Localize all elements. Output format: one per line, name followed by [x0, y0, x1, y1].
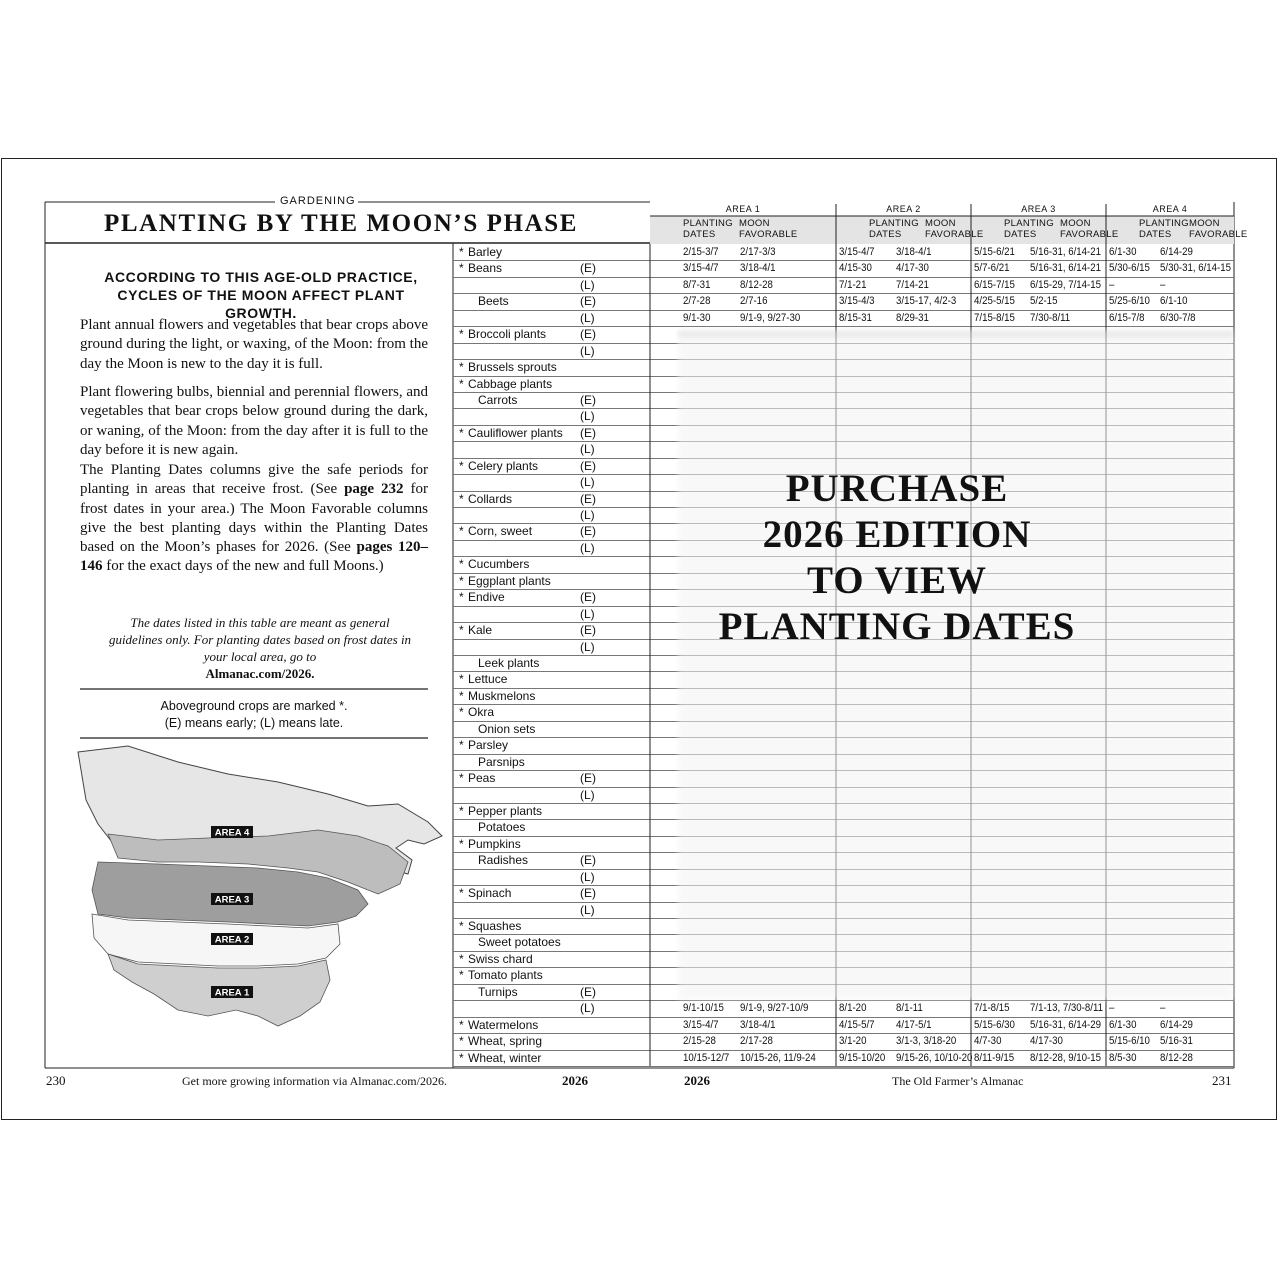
- moon-favorable-cell: 5/16-31: [1160, 1035, 1193, 1048]
- planting-dates-cell: 10/15-12/7: [683, 1051, 730, 1064]
- moon-favorable-cell: 9/1-9, 9/27-30: [740, 311, 801, 324]
- planting-dates-cell: 6/15-7/15: [974, 278, 1015, 291]
- crop-label: Beets: [478, 294, 509, 309]
- crop-label: Onion sets: [478, 721, 536, 736]
- note-url: Almanac.com/2026.: [205, 666, 315, 681]
- page-title: PLANTING BY THE MOON’S PHASE: [104, 210, 579, 237]
- aboveground-marker: *: [459, 771, 464, 786]
- moon-favorable-cell: 6/1-10: [1160, 295, 1188, 308]
- link-page-232: page 232: [344, 481, 404, 498]
- season-marker: (E): [580, 623, 596, 638]
- moon-favorable-cell: 3/18-4/1: [740, 1018, 776, 1031]
- overlay-line-4: PLANTING DATES: [718, 605, 1076, 648]
- right-footer-year: 2026: [684, 1073, 710, 1088]
- map-label-area-4: AREA 4: [214, 827, 250, 839]
- crop-label: Turnips: [478, 984, 518, 999]
- planting-dates-cell: 9/15-10/20: [839, 1051, 886, 1064]
- moon-favorable-cell: 6/14-29: [1160, 1018, 1193, 1031]
- planting-dates-cell: 4/15-5/7: [839, 1018, 875, 1031]
- planting-dates-cell: 5/15-6/30: [974, 1018, 1015, 1031]
- col-header-moon-line-2: FAVORABLE: [925, 229, 984, 240]
- aboveground-marker: *: [459, 524, 464, 539]
- season-marker: (L): [580, 409, 595, 424]
- crop-label: Lettuce: [468, 672, 508, 687]
- col-header-planting-line-1: PLANTING: [1139, 218, 1189, 229]
- season-marker: (E): [580, 984, 596, 999]
- aboveground-marker: *: [459, 360, 464, 375]
- aboveground-marker: *: [459, 245, 464, 259]
- planting-dates-cell: 7/1-8/15: [974, 1002, 1010, 1015]
- moon-favorable-cell: 3/18-4/1: [740, 262, 776, 275]
- season-marker: (L): [580, 442, 595, 457]
- col-header-moon-line-1: MOON: [1189, 218, 1220, 229]
- aboveground-marker: *: [459, 491, 464, 506]
- moon-favorable-cell: 3/15-17, 4/2-3: [896, 295, 957, 308]
- planting-dates-cell: 3/15-4/7: [683, 1018, 719, 1031]
- moon-favorable-cell: 8/12-28: [1160, 1051, 1193, 1064]
- map-label-area-1: AREA 1: [214, 987, 250, 999]
- crop-label: Wheat, winter: [468, 1050, 542, 1065]
- paragraph-belowground: Plant flowering bulbs, biennial and perennial flowers, and vegetables that bear crops below ground during the dark, or waning, of the Moon: from the day after it is full to the day before it is new again.: [80, 384, 428, 458]
- crop-label: Muskmelons: [468, 688, 536, 703]
- aboveground-marker: *: [459, 573, 464, 588]
- moon-favorable-cell: 3/18-4/1: [896, 246, 932, 258]
- area-2-header: AREA 2: [886, 204, 921, 214]
- crop-label: Pumpkins: [468, 836, 521, 851]
- moon-favorable-cell: 4/17-30: [896, 262, 929, 275]
- crop-label: Brussels sprouts: [468, 360, 557, 375]
- crop-label: Barley: [468, 245, 503, 259]
- crop-label: Beans: [468, 261, 503, 276]
- planting-dates-cell: 9/1-30: [683, 311, 711, 324]
- col-header-moon: [1060, 218, 1119, 240]
- area-3-header: AREA 3: [1021, 204, 1056, 214]
- season-marker: (L): [580, 606, 595, 621]
- col-header-moon: [925, 218, 984, 240]
- aboveground-marker: *: [459, 968, 464, 983]
- aboveground-marker: *: [459, 1034, 464, 1049]
- moon-favorable-cell: 10/15-26, 11/9-24: [740, 1051, 816, 1064]
- season-marker: (L): [580, 787, 595, 802]
- aboveground-marker: *: [459, 1017, 464, 1032]
- season-marker: (L): [580, 508, 595, 523]
- crop-label: Broccoli plants: [468, 327, 547, 342]
- planting-dates-cell: 3/15-4/3: [839, 295, 875, 308]
- season-marker: (L): [580, 343, 595, 358]
- crop-label: Wheat, spring: [468, 1034, 543, 1049]
- blurred-dates: [678, 330, 1234, 1000]
- col-header-planting: [1004, 218, 1054, 240]
- headline: [80, 268, 442, 322]
- left-page-number: 230: [46, 1073, 66, 1088]
- moon-favorable-cell: 8/12-28: [740, 278, 773, 291]
- para3-c: for frost dates in your area.) The Moon Favorable columns give the best planting days within the Planting Dates based on the Moon’s phases for 2026. (See: [80, 481, 428, 556]
- map-label-area-2: AREA 2: [214, 934, 250, 946]
- planting-dates-cell: –: [1109, 1002, 1115, 1015]
- planting-dates-cell: 5/7-6/21: [974, 262, 1010, 275]
- aboveground-marker: *: [459, 705, 464, 720]
- col-header-planting-line-1: PLANTING: [869, 218, 919, 229]
- planting-dates-cell: 2/15-3/7: [683, 246, 719, 258]
- moon-favorable-cell: 9/1-9, 9/27-10/9: [740, 1002, 809, 1015]
- crop-label: Pepper plants: [468, 803, 543, 818]
- aboveground-marker: *: [459, 327, 464, 342]
- col-header-planting: [869, 218, 919, 240]
- col-header-moon: [739, 218, 798, 240]
- season-marker: (L): [580, 310, 595, 325]
- moon-favorable-cell: 4/17-30: [1030, 1035, 1063, 1048]
- map-label-area-3: AREA 3: [214, 894, 250, 906]
- planting-dates-cell: 2/15-28: [683, 1035, 716, 1048]
- planting-dates-cell: 6/1-30: [1109, 1018, 1137, 1031]
- crop-label: Carrots: [478, 392, 518, 407]
- aboveground-marker: *: [459, 458, 464, 473]
- col-header-moon-line-1: MOON: [925, 218, 956, 229]
- season-marker: (L): [580, 869, 595, 884]
- aboveground-marker: *: [459, 261, 464, 276]
- planting-dates-cell: 5/15-6/21: [974, 246, 1015, 258]
- left-footer-text: Get more growing information via Almanac.com/2026.: [182, 1074, 447, 1088]
- moon-favorable-cell: 9/15-26, 10/10-20: [896, 1051, 973, 1064]
- season-marker: (E): [580, 524, 596, 539]
- planting-dates-cell: 8/7-31: [683, 278, 711, 291]
- crop-label: Cauliflower plants: [468, 425, 563, 440]
- col-header-moon-line-2: FAVORABLE: [1189, 229, 1248, 240]
- planting-dates-cell: 4/7-30: [974, 1035, 1002, 1048]
- planting-dates-cell: 3/15-4/7: [839, 246, 875, 258]
- headline-line-2: CYCLES OF THE MOON AFFECT PLANT GROWTH.: [117, 287, 405, 321]
- para3-e: for the exact days of the new and full Moons.): [102, 558, 384, 575]
- left-footer-year: 2026: [562, 1073, 588, 1088]
- crop-label: Peas: [468, 771, 496, 786]
- planting-dates-cell: 4/25-5/15: [974, 295, 1015, 308]
- aboveground-marker: *: [459, 886, 464, 901]
- crop-label: Squashes: [468, 919, 522, 934]
- aboveground-marker: *: [459, 738, 464, 753]
- crop-label: Parsley: [468, 738, 509, 753]
- col-header-moon-line-2: FAVORABLE: [1060, 229, 1119, 240]
- moon-favorable-cell: 8/29-31: [896, 311, 929, 324]
- planting-dates-cell: 8/15-31: [839, 311, 872, 324]
- moon-favorable-cell: 8/12-28, 9/10-15: [1030, 1051, 1102, 1064]
- aboveground-marker: *: [459, 688, 464, 703]
- planting-dates-cell: –: [1109, 278, 1115, 291]
- legend-early-late: (E) means early; (L) means late.: [164, 716, 344, 730]
- planting-dates-cell: 5/25-6/10: [1109, 295, 1150, 308]
- crop-label: Eggplant plants: [468, 573, 551, 588]
- col-header-planting: [1139, 218, 1189, 240]
- overlay-line-1: PURCHASE: [785, 467, 1009, 510]
- season-marker: (E): [580, 886, 596, 901]
- moon-favorable-cell: 5/16-31, 6/14-21: [1030, 262, 1102, 275]
- planting-dates-cell: 6/15-7/8: [1109, 311, 1145, 324]
- crop-label: Swiss chard: [468, 951, 533, 966]
- col-header-planting-line-1: PLANTING: [683, 218, 733, 229]
- moon-favorable-cell: 7/1-13, 7/30-8/11: [1030, 1002, 1104, 1015]
- moon-favorable-cell: 2/7-16: [740, 295, 768, 308]
- planting-dates-cell: 6/1-30: [1109, 246, 1137, 258]
- link-pages-120-146: pages 120–146: [80, 539, 428, 575]
- aboveground-marker: *: [459, 557, 464, 572]
- section-label: GARDENING: [280, 195, 356, 207]
- moon-favorable-cell: 6/15-29, 7/14-15: [1030, 278, 1102, 291]
- aboveground-marker: *: [459, 425, 464, 440]
- planting-dates-cell: 8/1-20: [839, 1002, 867, 1015]
- planting-dates-cell: 5/30-6/15: [1109, 262, 1150, 275]
- season-marker: (E): [580, 771, 596, 786]
- crop-label: Okra: [468, 705, 495, 720]
- col-header-planting-line-2: DATES: [1139, 229, 1172, 240]
- season-marker: (L): [580, 540, 595, 555]
- moon-favorable-cell: 8/1-11: [896, 1002, 923, 1015]
- legend: [80, 698, 428, 732]
- planting-dates-cell: 2/7-28: [683, 295, 711, 308]
- aboveground-marker: *: [459, 919, 464, 934]
- aboveground-marker: *: [459, 623, 464, 638]
- moon-favorable-cell: –: [1160, 278, 1166, 291]
- season-marker: (L): [580, 1001, 595, 1016]
- aboveground-marker: *: [459, 1050, 464, 1065]
- aboveground-marker: *: [459, 803, 464, 818]
- paragraph-columns: [80, 461, 428, 577]
- planting-dates-cell: 3/15-4/7: [683, 262, 719, 275]
- col-header-planting-line-2: DATES: [683, 229, 716, 240]
- crop-label: Kale: [468, 623, 493, 638]
- col-header-moon: [1189, 218, 1248, 240]
- crop-label: Radishes: [478, 853, 529, 868]
- season-marker: (E): [580, 853, 596, 868]
- right-page-number: 231: [1212, 1073, 1232, 1088]
- area-map: [68, 744, 448, 1034]
- planting-dates-cell: 4/15-30: [839, 262, 872, 275]
- season-marker: (L): [580, 475, 595, 490]
- moon-favorable-cell: 6/30-7/8: [1160, 311, 1196, 324]
- planting-dates-cell: 7/15-8/15: [974, 311, 1015, 324]
- season-marker: (E): [580, 261, 596, 276]
- season-marker: (E): [580, 392, 596, 407]
- crop-label: Celery plants: [468, 458, 539, 473]
- planting-dates-cell: 9/1-10/15: [683, 1002, 724, 1015]
- overlay-line-3: TO VIEW: [806, 559, 988, 602]
- planting-dates-cell: 7/1-21: [839, 278, 867, 291]
- season-marker: (L): [580, 639, 595, 654]
- crop-label: Spinach: [468, 886, 512, 901]
- crop-label: Corn, sweet: [468, 524, 533, 539]
- crop-label: Watermelons: [468, 1017, 539, 1032]
- moon-favorable-cell: 6/14-29: [1160, 246, 1193, 258]
- aboveground-marker: *: [459, 951, 464, 966]
- season-marker: (L): [580, 902, 595, 917]
- season-marker: (E): [580, 458, 596, 473]
- moon-favorable-cell: –: [1160, 1002, 1166, 1015]
- season-marker: (E): [580, 327, 596, 342]
- col-header-planting-line-2: DATES: [869, 229, 902, 240]
- planting-dates-cell: 3/1-20: [839, 1035, 867, 1048]
- col-header-moon-line-1: MOON: [739, 218, 770, 229]
- crop-label: Leek plants: [478, 656, 540, 670]
- col-header-planting-line-1: PLANTING: [1004, 218, 1054, 229]
- note-text: The dates listed in this table are meant as general guidelines only. For planting dates based on frost dates in your local area, go to: [108, 615, 412, 664]
- moon-favorable-cell: 5/30-31, 6/14-15: [1160, 262, 1232, 275]
- crop-label: Sweet potatoes: [478, 935, 561, 950]
- planting-dates-cell: 5/15-6/10: [1109, 1035, 1150, 1048]
- crop-label: Cucumbers: [468, 557, 530, 572]
- moon-favorable-cell: 5/16-31, 6/14-29: [1030, 1018, 1102, 1031]
- aboveground-marker: *: [459, 836, 464, 851]
- moon-favorable-cell: 5/16-31, 6/14-21: [1030, 246, 1102, 258]
- col-header-moon-line-2: FAVORABLE: [739, 229, 798, 240]
- moon-favorable-cell: 7/30-8/11: [1030, 311, 1071, 324]
- aboveground-marker: *: [459, 590, 464, 605]
- planting-dates-cell: 8/5-30: [1109, 1051, 1137, 1064]
- season-marker: (E): [580, 491, 596, 506]
- season-marker: (L): [580, 277, 595, 292]
- moon-favorable-cell: 2/17-28: [740, 1035, 773, 1048]
- moon-favorable-cell: 2/17-3/3: [740, 246, 776, 258]
- crop-label: Parsnips: [478, 754, 525, 769]
- crop-label: Endive: [468, 590, 505, 605]
- table-header: [650, 204, 1248, 244]
- aboveground-marker: *: [459, 672, 464, 687]
- headline-line-1: ACCORDING TO THIS AGE-OLD PRACTICE,: [104, 269, 418, 285]
- aboveground-marker: *: [459, 376, 464, 391]
- area-4-header: AREA 4: [1152, 204, 1188, 214]
- crop-label: Tomato plants: [468, 968, 543, 983]
- col-header-moon-line-1: MOON: [1060, 218, 1091, 229]
- guideline-note: [104, 614, 416, 682]
- right-footer-text: The Old Farmer’s Almanac: [892, 1074, 1024, 1088]
- moon-favorable-cell: 3/1-3, 3/18-20: [896, 1035, 957, 1048]
- col-header-planting: [683, 218, 733, 240]
- purchase-overlay: [692, 466, 1102, 650]
- overlay-line-2: 2026 EDITION: [762, 513, 1032, 556]
- area-1-header: AREA 1: [725, 204, 761, 214]
- paragraph-aboveground: Plant annual flowers and vegetables that bear crops above ground during the light, or waxing, of the Moon: from the day the Moon is new to the day it is full.: [80, 317, 428, 372]
- crop-label: Collards: [468, 491, 513, 506]
- moon-favorable-cell: 4/17-5/1: [896, 1018, 932, 1031]
- planting-dates-cell: 8/11-9/15: [974, 1051, 1015, 1064]
- moon-favorable-cell: 7/14-21: [896, 278, 929, 291]
- season-marker: (E): [580, 590, 596, 605]
- para3-a: The Planting Dates columns give the safe periods for planting in areas that receive frost. (See: [80, 462, 428, 498]
- legend-aboveground: Aboveground crops are marked *.: [160, 699, 348, 713]
- season-marker: (E): [580, 294, 596, 309]
- col-header-planting-line-2: DATES: [1004, 229, 1037, 240]
- moon-favorable-cell: 5/2-15: [1030, 295, 1058, 308]
- crop-label: Cabbage plants: [468, 376, 553, 391]
- crop-label: Potatoes: [478, 820, 526, 835]
- season-marker: (E): [580, 425, 596, 440]
